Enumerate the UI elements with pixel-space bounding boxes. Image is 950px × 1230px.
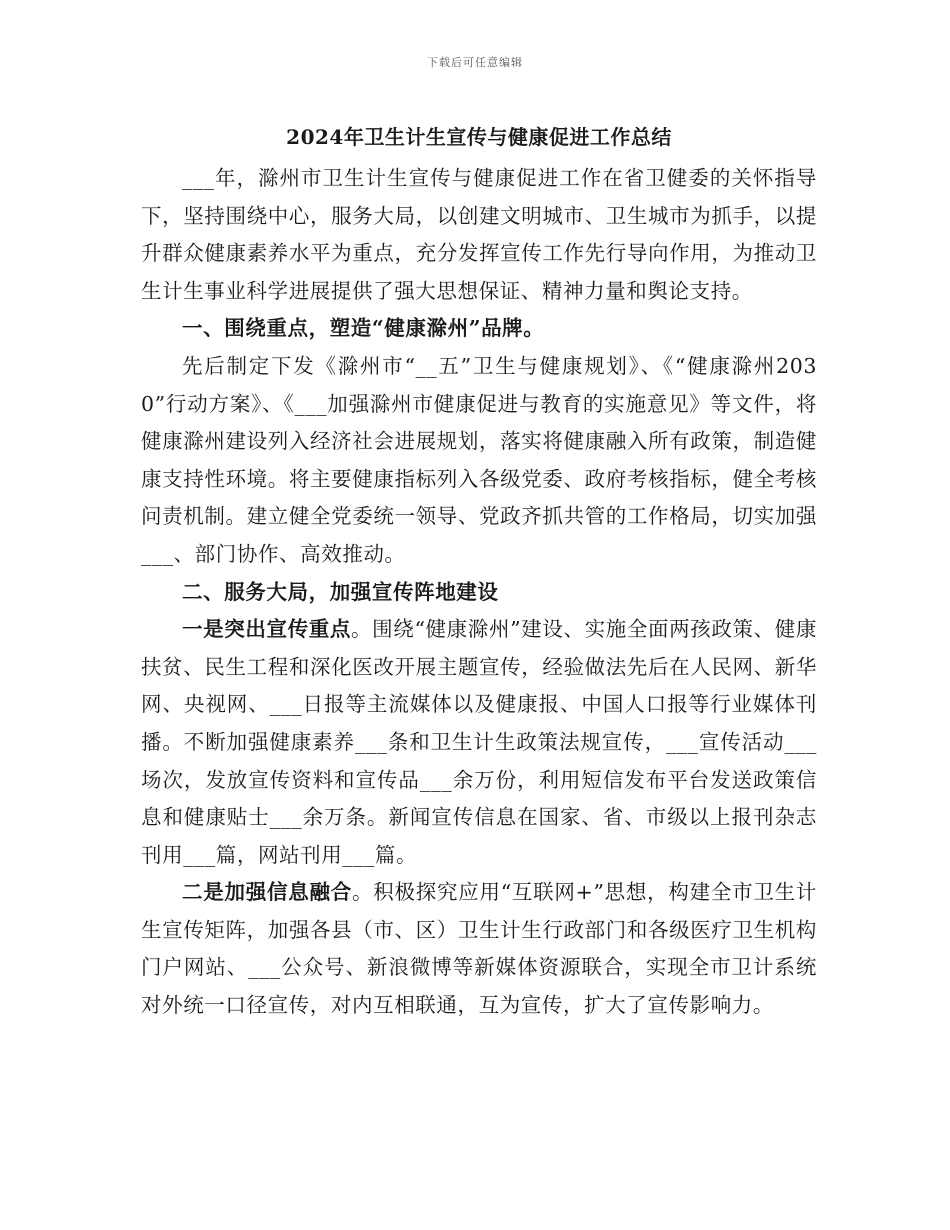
section-2-heading: 二、服务大局，加强宣传阵地建设 [182,579,499,604]
document-title: 2024年卫生计生宣传与健康促进工作总结 [286,125,672,149]
point-1-body: 。围绕“健康滁州”建设、实施全面两孩政策、健康扶贫、民生工程和深化医改开展主题宣传，经验做法先后在人民网、新华网、央视网、___日报等主流媒体以及健康报、中国人口报等行业媒体刊播。不断加强健康素养___条和卫生计生政策法规宣传，___宣传活动___场次，发放宣传资料和宣传品___余万份，利用短信发布平台发送政策信息和健康贴士___余万条。新闻宣传信息在国家、省、市级以上报刊杂志刊用___篇，网站刊用___篇。 [141,617,817,867]
section-1-paragraph: 先后制定下发《滁州市“__五”卫生与健康规划》、《“健康滁州2030”行动方案》、《___加强滁州市健康促进与教育的实施意见》等文件，将健康滁州建设列入经济社会进展规划，落实将健康融入所有政策，制造健康支持性环境。将主要健康指标列入各级党委、政府考核指标，健全考核问责机制。建立健全党委统一领导、党政齐抓共管的工作格局，切实加强___、部门协作、高效推动。 [141,353,817,566]
header-note: 下载后可任意编辑 [427,56,523,69]
point-2-lead: 二是加强信息融合 [182,880,352,905]
intro-paragraph: ___年，滁州市卫生计生宣传与健康促进工作在省卫健委的关怀指导下，坚持围绕中心，服务大局，以创建文明城市、卫生城市为抓手，以提升群众健康素养水平为重点，充分发挥宣传工作先行导向作用，为推动卫生计生事业科学进展提供了强大思想保证、精神力量和舆论支持。 [141,166,817,303]
section-2-point-2 [141,874,817,1024]
point-1-lead: 一是突出宣传重点 [182,617,352,642]
document-body [141,120,817,1025]
point-2-body: 。积极探究应用“互联网+”思想，构建全市卫生计生宣传矩阵，加强各县（市、区）卫生计生行政部门和各级医疗卫生机构门户网站、___公众号、新浪微博等新媒体资源联合，实现全市卫计系统对外统一口径宣传，对内互相联通，互为宣传，扩大了宣传影响力。 [141,880,817,1018]
section-1-heading: 一、围绕重点，塑造“健康滁州”品牌。 [182,316,545,341]
section-2-point-1 [141,611,817,874]
